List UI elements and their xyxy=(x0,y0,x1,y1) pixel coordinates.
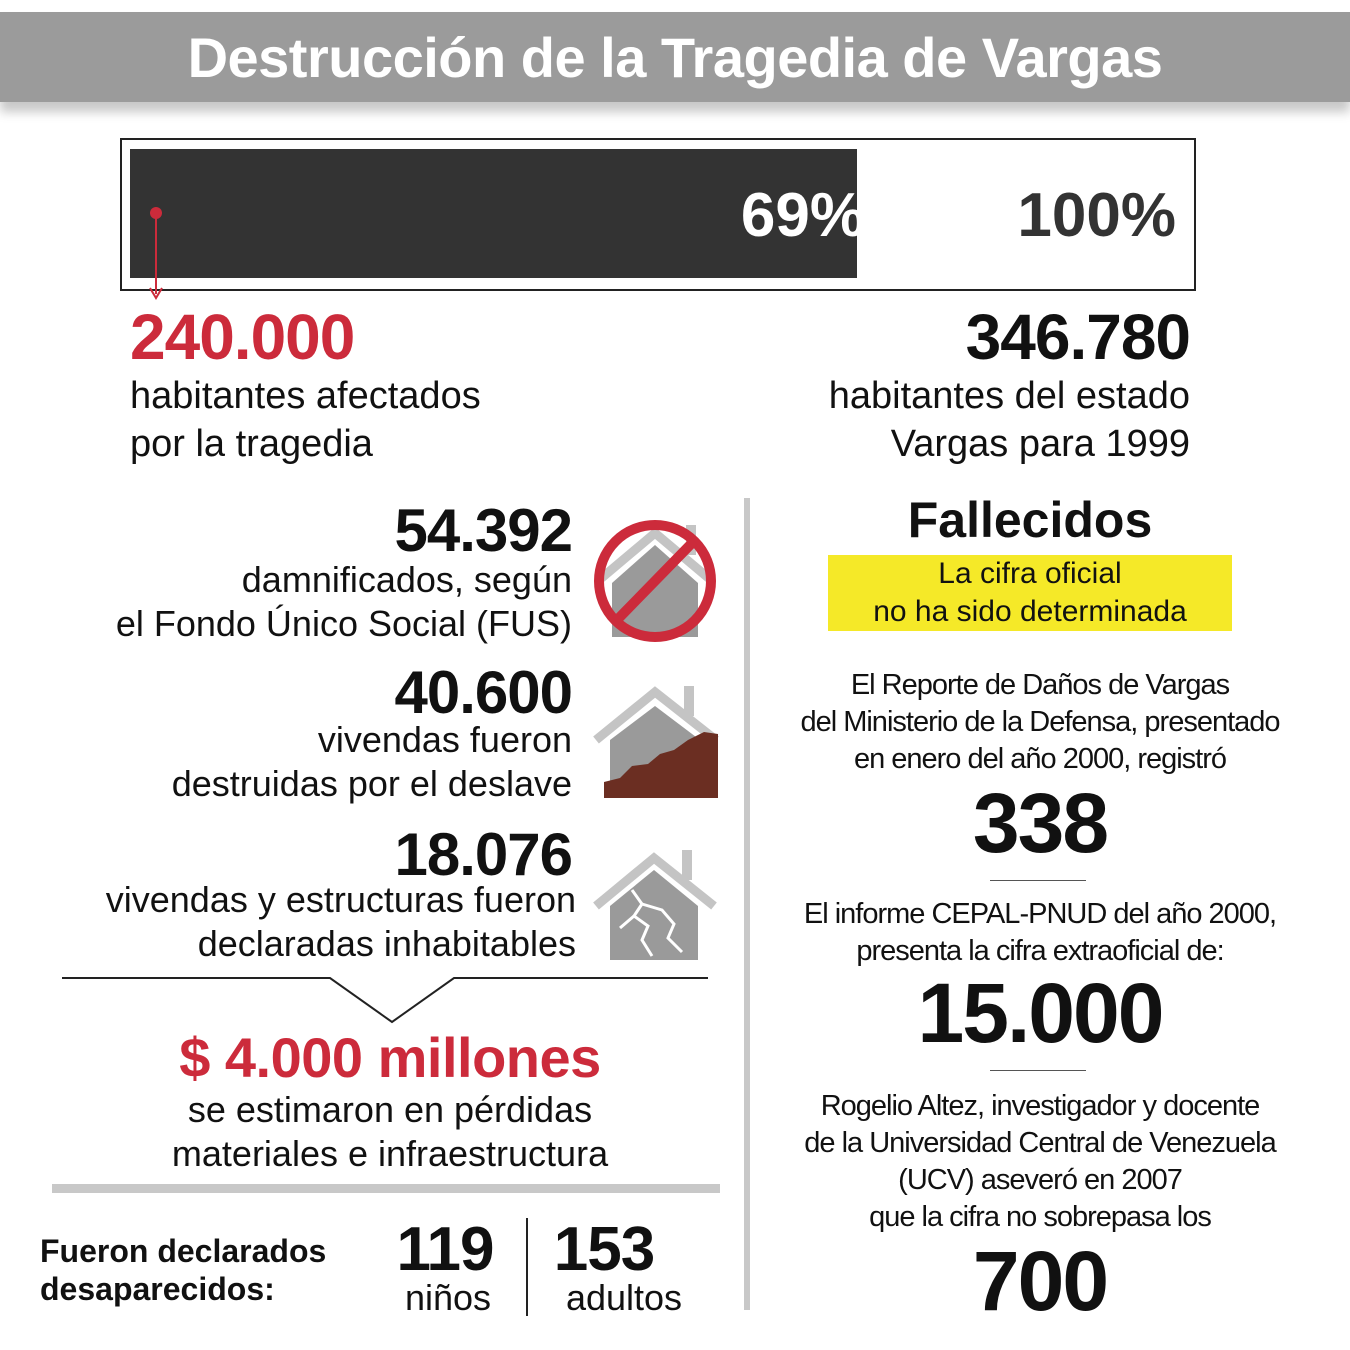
deaths-title: Fallecidos xyxy=(907,492,1153,548)
stat-description xyxy=(20,718,572,806)
stat-desc-line: el Fondo Único Social (FUS) xyxy=(115,603,572,644)
progress-fill-label: 69% xyxy=(740,181,865,250)
source-value: 700 xyxy=(972,1234,1108,1328)
source-line: de la Universidad Central de Venezuela xyxy=(804,1127,1276,1159)
missing-label-line: desaparecidos: xyxy=(40,1271,275,1307)
source-description xyxy=(760,667,1320,778)
affected-number: 240.000 xyxy=(130,301,355,373)
summary-bracket xyxy=(62,972,708,1028)
source-description xyxy=(760,896,1320,970)
source-line: (UCV) aseveró en 2007 xyxy=(898,1164,1182,1196)
section-divider xyxy=(52,1184,720,1193)
stat-number: 40.600 xyxy=(394,659,572,726)
source-line: El Reporte de Daños de Vargas xyxy=(850,669,1230,701)
source-line: El informe CEPAL-PNUD del año 2000, xyxy=(803,898,1277,930)
missing-separator xyxy=(526,1218,528,1316)
stat-description xyxy=(20,558,572,646)
affected-desc-line: habitantes afectados xyxy=(130,375,481,417)
missing-children-label: niños xyxy=(404,1277,492,1318)
source-description xyxy=(760,1088,1320,1236)
pointer-arrow-icon xyxy=(140,202,172,302)
stat-description xyxy=(20,878,576,966)
losses-description xyxy=(60,1088,720,1176)
column-divider xyxy=(744,498,750,1310)
source-line: presenta la cifra extraoficial de: xyxy=(856,935,1224,967)
missing-adults-label: adultos xyxy=(565,1277,683,1318)
official-figure-note xyxy=(828,555,1232,631)
losses-desc-line: se estimaron en pérdidas xyxy=(187,1089,593,1130)
population-desc-line: habitantes del estado xyxy=(828,375,1190,417)
stat-desc-line: vivendas y estructuras fueron xyxy=(105,879,576,920)
stat-desc-line: destruidas por el deslave xyxy=(171,763,572,804)
source-value: 338 xyxy=(972,776,1108,870)
page-title: Destrucción de la Tragedia de Vargas xyxy=(187,26,1163,89)
losses-desc-line: materiales e infraestructura xyxy=(171,1133,609,1174)
losses-amount: $ 4.000 millones xyxy=(179,1026,601,1089)
affected-description xyxy=(130,372,650,468)
source-rule xyxy=(990,1070,1086,1071)
stat-desc-line: vivendas fueron xyxy=(317,719,572,760)
source-rule xyxy=(990,880,1086,881)
landslide-house-icon xyxy=(592,680,722,810)
source-line: en enero del año 2000, registró xyxy=(853,743,1227,775)
source-line: que la cifra no sobrepasa los xyxy=(869,1201,1211,1233)
missing-label-line: Fueron declarados xyxy=(40,1233,327,1269)
source-value: 15.000 xyxy=(917,966,1163,1060)
stat-number: 54.392 xyxy=(394,497,572,564)
stat-desc-line: declaradas inhabitables xyxy=(197,923,576,964)
source-line: del Ministerio de la Defensa, presentado xyxy=(800,706,1280,738)
missing-children-count: 119 xyxy=(396,1215,494,1284)
population-number: 346.780 xyxy=(965,301,1190,373)
cracked-house-icon xyxy=(592,844,722,974)
no-house-icon xyxy=(590,515,720,645)
progress-total-label: 100% xyxy=(1017,181,1176,250)
note-line: no ha sido determinada xyxy=(873,595,1187,628)
source-line: Rogelio Altez, investigador y docente xyxy=(820,1090,1260,1122)
affected-desc-line: por la tragedia xyxy=(130,423,373,465)
missing-adults-count: 153 xyxy=(553,1215,655,1284)
population-description xyxy=(700,372,1190,468)
missing-label xyxy=(40,1232,370,1308)
note-line: La cifra oficial xyxy=(938,557,1122,590)
stat-desc-line: damnificados, según xyxy=(241,559,572,600)
population-desc-line: Vargas para 1999 xyxy=(890,423,1190,465)
stat-number: 18.076 xyxy=(394,821,572,888)
